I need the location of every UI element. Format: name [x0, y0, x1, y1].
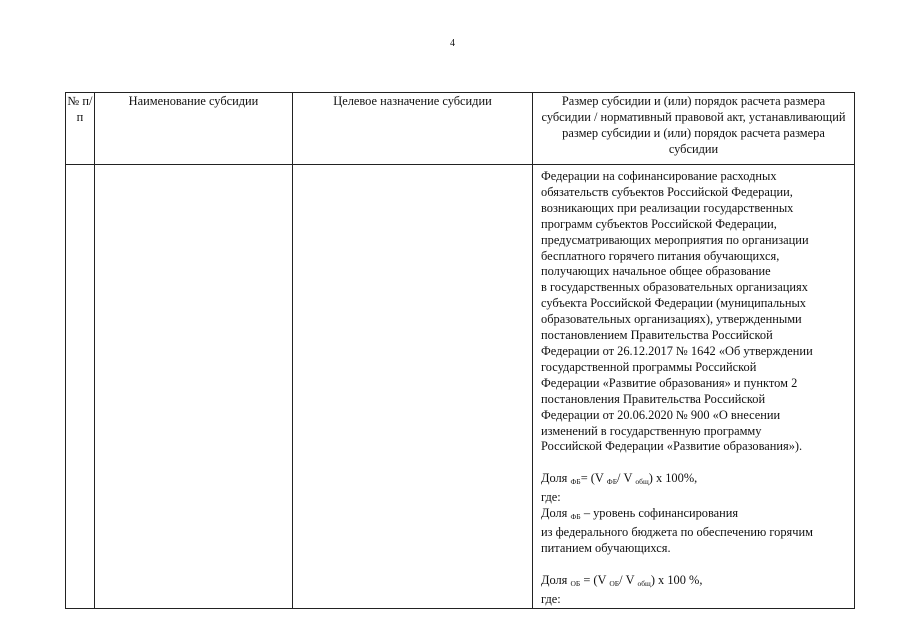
subsidy-table [65, 92, 855, 609]
formula1-lhs-sub: ФБ [570, 477, 581, 487]
header-number: № п/п [66, 93, 95, 165]
table-header-row [66, 93, 855, 165]
cell-subsidy-size [533, 165, 855, 609]
table-row [66, 165, 855, 609]
header-subsidy-size: Размер субсидии и (или) порядок расчета размера субсидии / нормативный правовой акт, устанавливающий размер субсидии и (или) порядок расчета размера субсидии [533, 93, 855, 165]
cell-subsidy-name [95, 165, 293, 609]
formula2-v2-sub: общ [637, 578, 651, 588]
formula1-close: ) x 100%, [648, 471, 698, 486]
def1-rest: – уровень софинансирования [580, 506, 739, 521]
page-number: 4 [450, 38, 455, 49]
formula-federal-share [541, 471, 848, 490]
formula2-slash: / V [619, 572, 635, 587]
def1-sub: ФБ [570, 512, 581, 522]
where-label-2: где: [541, 591, 561, 606]
header-subsidy-purpose: Целевое назначение субсидии [293, 93, 533, 165]
definition-continuation: из федерального бюджета по обеспечению горячим питанием обучающихся. [541, 525, 813, 555]
formula2-lhs-sub: ОБ [570, 578, 581, 588]
formula1-eq: = (V [580, 471, 604, 486]
definition-federal-share [541, 506, 848, 525]
formula2-lhs: Доля [541, 572, 568, 587]
cell-number [66, 165, 95, 609]
formula1-v2-sub: общ [635, 477, 649, 487]
formula2-eq: = (V [580, 572, 607, 587]
formula1-lhs: Доля [541, 471, 568, 486]
where-label-1: где: [541, 490, 561, 505]
size-description: Федерации на софинансирование расходных обязательств субъектов Российской Федерации, возникающих при реализации государственных программ субъектов Российской Федерации, предусматривающих мероприятия по организации бесплатного горячего питания обучающихся, получающих начальное общее образование в государственных образовательных организациях субъекта Российской Федерации (муниципальных образовательных организациях), утвержденными постановлением Правительства Российской Федерации от 26.12.2017 № 1642 «Об утверждении государственной программы Российской Федерации «Развитие образования» и пунктом 2 постановления Правительства Российской Федерации от 20.06.2020 № 900 «О внесении изменений в государственную программу Российской Федерации «Развитие образования»). [541, 169, 813, 454]
formula1-v1-sub: ФБ [606, 477, 617, 487]
formula2-close: ) x 100 %, [650, 572, 703, 587]
formula-regional-share [541, 573, 848, 592]
def1-word: Доля [541, 506, 568, 521]
cell-subsidy-purpose [293, 165, 533, 609]
header-subsidy-name: Наименование субсидии [95, 93, 293, 165]
formula2-v1-sub: ОБ [609, 578, 620, 588]
formula1-slash: / V [617, 471, 633, 486]
